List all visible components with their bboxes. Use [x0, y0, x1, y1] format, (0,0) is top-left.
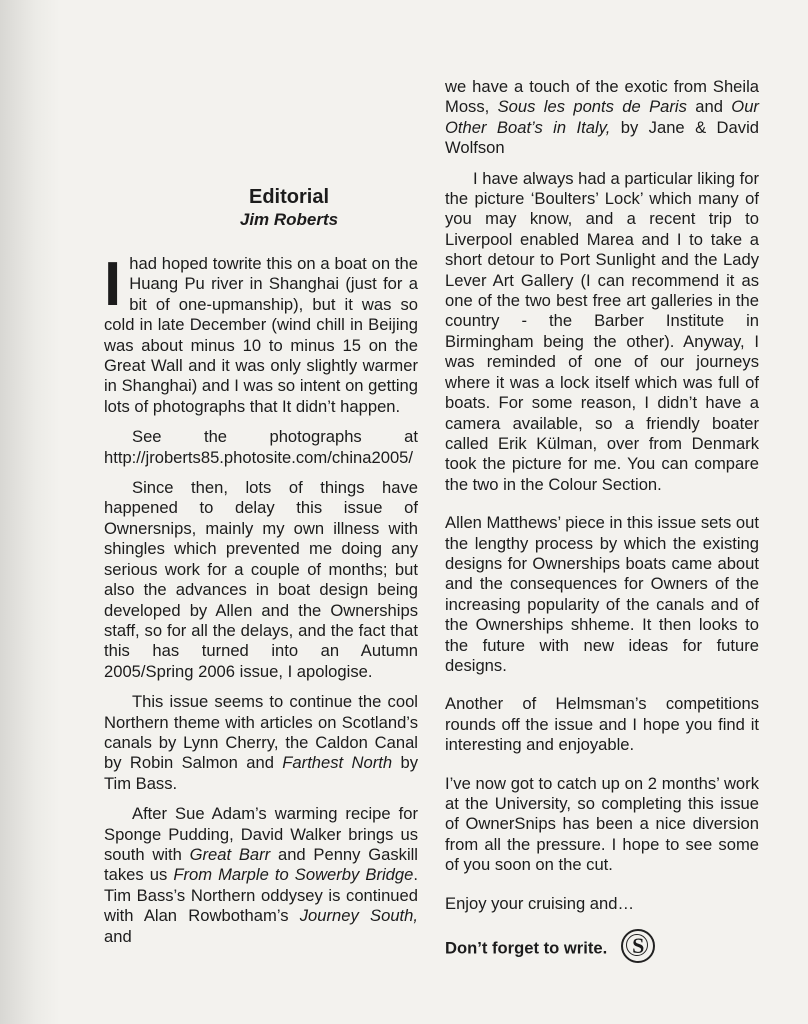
left-column: [104, 250, 418, 947]
author-byline: Jim Roberts: [239, 210, 339, 229]
closing-line: [445, 932, 759, 966]
page-title: Editorial: [248, 186, 329, 208]
paragraph-delays: Since then, lots of things have happened to delay this issue of Ownersnips, mainly my own illness with shingles which prevented me doing any serious work for a couple of months; but also the advances in boat design being developed by Allen and the Ownerships staff, so for all the delays, and the fact that this has turned into an Autumn 2005/Spring 2006 issue, I apologise.: [104, 478, 418, 681]
paragraph-university: I’ve now got to catch up on 2 months’ work at the University, so completing this issue of OwnerSnips has been a nice diversion from all the pressure. I hope to see some of you soon on the cut.: [445, 773, 759, 875]
intro-text: had hoped towrite this on a boat on the Huang Pu river in Shanghai (just for a bit of one-upmanship), but it was so cold in late December (wind chill in Beijing was about minus 10 to minus 15 on the Great Wall and it was only slightly warmer in Shanghai) and I was so intent on getting lots of photographs that It didn’t happen.: [104, 254, 418, 416]
ownerships-logo-icon: S: [621, 929, 655, 963]
paragraph-intro: [104, 250, 418, 417]
right-column: [445, 77, 759, 966]
text-segment: by Tim Bass.: [104, 753, 418, 793]
text-segment: After Sue Adam’s warming recipe for Sponge Pudding, David Walker brings us south with: [104, 804, 418, 864]
page-gutter-shadow: [0, 0, 60, 1024]
article-title: Journey South,: [299, 906, 418, 926]
editorial-header: [104, 185, 418, 231]
article-title: Sous les ponts de Paris: [497, 97, 687, 117]
text-segment: . Tim Bass’s Northern oddysey is continued with Alan Rowbotham’s: [104, 865, 418, 926]
article-title: Our Other Boat’s in Italy,: [445, 97, 759, 137]
text-segment: and: [104, 926, 132, 946]
drop-cap: I: [104, 250, 122, 319]
article-title: Great Barr: [189, 844, 271, 864]
text-segment: and: [686, 97, 732, 117]
paragraph-exotic: [445, 77, 759, 159]
closing-text: Don’t forget to write.: [445, 938, 608, 958]
paragraph-articles: [104, 804, 418, 947]
paragraph-northern-theme: [104, 692, 418, 794]
paragraph-boulters-lock: I have always had a particular liking for the picture ‘Boulters’ Lock’ which many of you may know, and a recent trip to Liverpool enabled Marea and I to take a short detour to Port Sunlight and the Lady Lever Art Gallery (I can recommend it as one of the two best free art galleries in the country - the Barber Institute in Birmingham being the other). Anyway, I was reminded of one of our journeys where it was a lock itself which was full of boats. For some reason, I didn’t have a camera available, so a friendly boater called Erik Külman, over from Denmark took the picture for me. You can compare the two in the Colour Section.: [445, 168, 759, 494]
text-segment: and Penny Gaskill takes us: [104, 844, 418, 885]
article-title: From Marple to Sowerby Bridge: [173, 865, 414, 885]
paragraph-enjoy: Enjoy your cruising and…: [445, 893, 635, 913]
text-segment: This issue seems to continue the cool Northern theme with articles on Scotland’s canals by Lynn Cherry, the Caldon Canal by Robin Salmon and: [104, 692, 418, 773]
article-title: Farthest North: [282, 753, 393, 773]
paragraph-helmsman: Another of Helmsman’s competitions rounds off the issue and I hope you find it interesting and enjoyable.: [445, 694, 759, 755]
text-segment: we have a touch of the exotic from Sheila Moss,: [445, 77, 759, 117]
text-segment: by Jane & David Wolfson: [445, 117, 759, 158]
paragraph-allen-matthews: Allen Matthews’ piece in this issue sets out the lengthy process by which the existing designs for Ownerships boats came about and the consequences for Owners of the increasing popularity of the canals and of the Ownerships shheme. It then looks to the future with new ideas for future designs.: [445, 513, 759, 675]
paragraph-photos-link: See the photographs at http://jroberts85.photosite.com/china2005/: [104, 427, 418, 467]
